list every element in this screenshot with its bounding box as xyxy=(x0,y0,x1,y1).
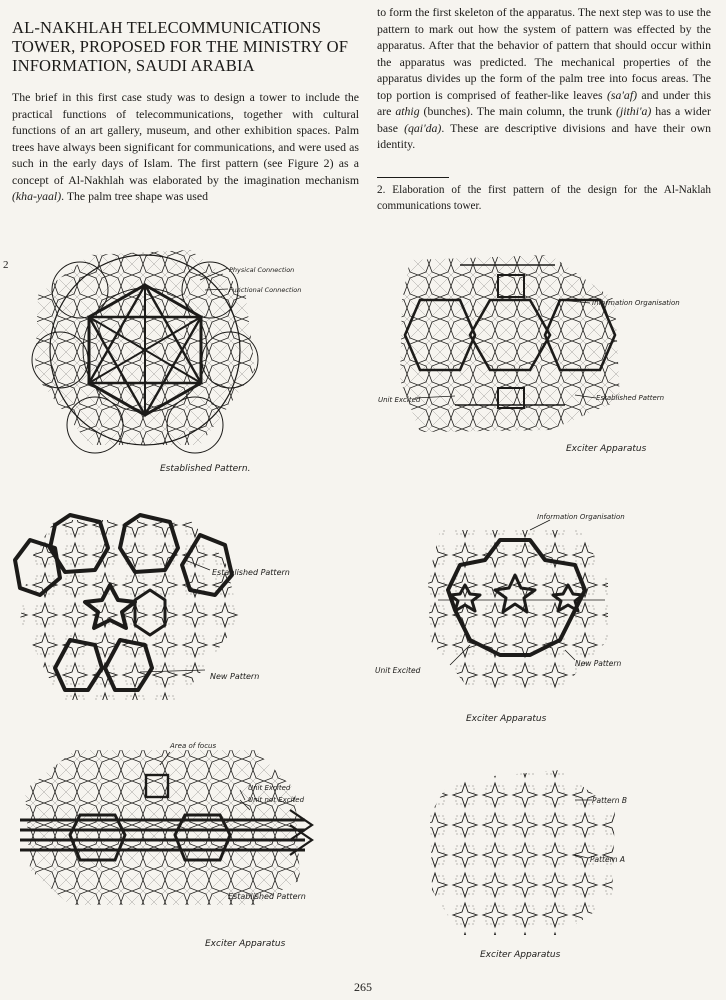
paragraph-text: has a wider base xyxy=(377,104,711,135)
label-exciter-apparatus-4: Exciter Apparatus xyxy=(480,950,561,960)
page-number: 265 xyxy=(354,980,372,994)
paragraph-text: . These are descriptive divisions and have their own identity. xyxy=(377,120,711,151)
label-pattern-a: Pattern A xyxy=(590,855,625,864)
label-physical-connection: Physical Connection xyxy=(229,266,295,274)
label-new-pattern-2: New Pattern xyxy=(575,659,622,668)
label-area-of-focus: Area of focus xyxy=(170,742,217,750)
label-unit-excited-1: Unit Excited xyxy=(378,396,421,404)
label-information-organisation-1: Information Organisation xyxy=(592,299,680,307)
term-athig: athig xyxy=(395,104,420,118)
paragraph-text: and under this are xyxy=(377,87,711,118)
term-qaida: (qai'da) xyxy=(404,120,442,135)
label-information-organisation-2: Information Organisation xyxy=(537,513,625,521)
figure-caption: 2. Elaboration of the first pattern of the design for the Al-Naklah communications tower. xyxy=(377,184,711,212)
paragraph-text-end: . The palm tree shape was used xyxy=(61,189,209,203)
exciter-apparatus-drawing-2 xyxy=(425,520,615,695)
label-new-pattern-1: New Pattern xyxy=(210,672,260,681)
label-unit-excited-3: Unit Excited xyxy=(248,784,291,792)
label-established-pattern-4: Established Pattern xyxy=(228,892,306,901)
figure-number: 2 xyxy=(3,259,9,271)
label-exciter-apparatus-3: Exciter Apparatus xyxy=(205,939,286,949)
label-established-pattern-2: Established Pattern xyxy=(596,394,665,402)
label-established-pattern: Established Pattern. xyxy=(160,464,251,474)
label-unit-excited-2: Unit Excited xyxy=(375,666,421,675)
term-saaf: (sa'af) xyxy=(606,87,638,102)
label-functional-connection: Functional Connection xyxy=(229,286,302,294)
paragraph-text: (bunches). The main column, the trunk xyxy=(419,104,617,118)
paragraph-text: The brief in this first case study was to design a tower to include the practical functions of telecommunications, together with cultural functions of an art gallery, museum, and other exhibition spaces. Palm trees have always been significant for communications, and were used as such in the early days of Islam. The first pattern (see Figure 2) as a concept of Al-Nakhlah was elaborated by the imagination mechanism xyxy=(12,90,359,187)
paragraph-text: to form the first skeleton of the apparatus. The next step was to use the pattern to mark out how the system of pattern was effected by the apparatus. After that the behavior of pattern that should occur within the apparatus was predicted. The mechanical properties of the apparatus divides up the form of the palm tree into focus areas. The top portion is comprised of feather-like leaves xyxy=(377,5,711,102)
label-exciter-apparatus-1: Exciter Apparatus xyxy=(566,444,647,454)
label-pattern-b: Pattern B xyxy=(592,796,627,805)
established-pattern-drawing xyxy=(30,248,260,453)
label-unit-not-excited: Unit not Excited xyxy=(248,796,305,804)
pattern-a-b-drawing xyxy=(428,765,618,940)
label-established-pattern-3: Established Pattern xyxy=(212,568,290,577)
term-kha-yaal: (kha-yaal) xyxy=(12,189,62,203)
exciter-apparatus-drawing-3 xyxy=(20,745,312,910)
term-jithia: (jithi'a) xyxy=(616,104,652,118)
exciter-apparatus-drawing-1 xyxy=(398,250,623,435)
article-title: AL-NAKHLAH TELECOMMUNICATIONS TOWER, PROPOSED FOR THE MINISTRY OF INFORMATION, SAUDI ARABIA xyxy=(12,18,349,75)
label-exciter-apparatus-2: Exciter Apparatus xyxy=(466,714,547,724)
